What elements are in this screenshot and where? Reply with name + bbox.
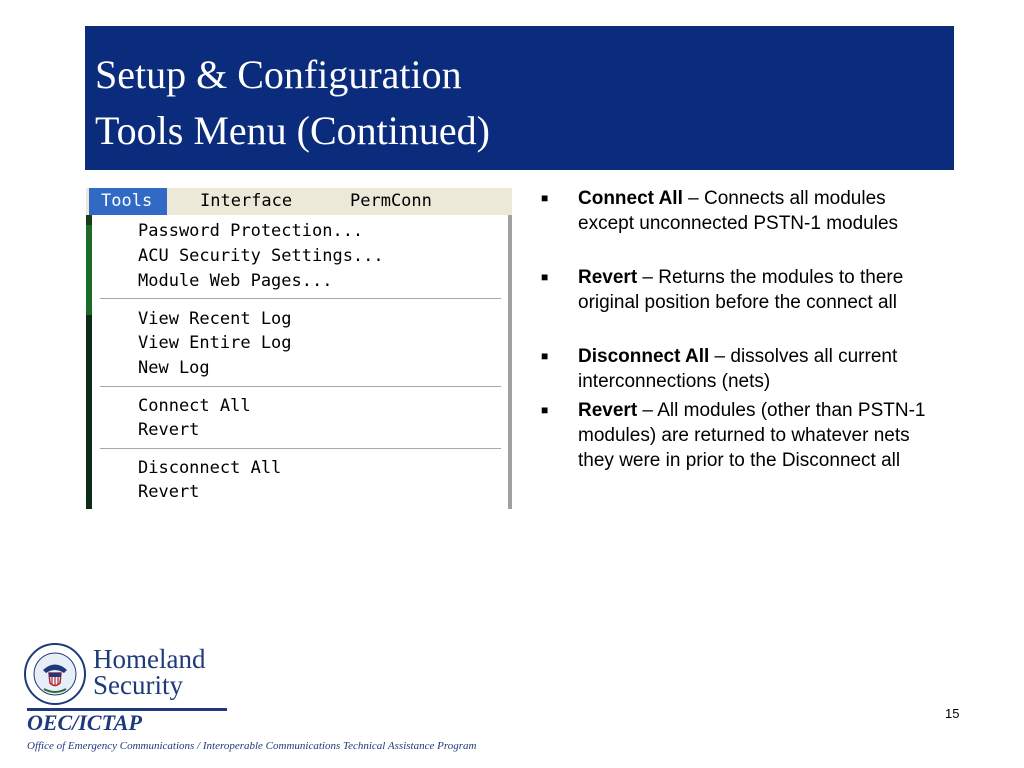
program-full-name: Office of Emergency Communications / Interoperable Communications Technical Assistance Program (27, 740, 477, 752)
menu-separator (100, 298, 501, 299)
menu-item-connect-all[interactable]: Connect All (138, 396, 251, 416)
menu-item-password-protection[interactable]: Password Protection... (138, 221, 364, 241)
menubar-permconn[interactable]: PermConn (350, 191, 432, 211)
bullet-square-icon: ■ (541, 191, 549, 205)
menu-item-disconnect-all[interactable]: Disconnect All (138, 458, 282, 478)
tools-menu-screenshot (86, 188, 512, 509)
bullet-term: Connect All (578, 188, 683, 209)
menu-item-view-recent-log[interactable]: View Recent Log (138, 309, 292, 329)
bullet-square-icon: ■ (541, 349, 549, 363)
bullet-square-icon: ■ (541, 403, 549, 417)
program-short-name: OEC/ICTAP (27, 710, 142, 735)
tools-dropdown-menu (92, 215, 509, 509)
bullet-description: – All modules (other than PSTN-1 modules) are returned to whatever nets they were in prior to the Disconnect all (578, 400, 926, 471)
menu-item-revert-disconnect[interactable]: Revert (138, 482, 200, 502)
bullet-term: Revert (578, 400, 638, 421)
menu-item-new-log[interactable]: New Log (138, 358, 210, 378)
title-banner (85, 26, 954, 170)
dhs-seal-icon (24, 643, 86, 705)
menu-shadow (508, 215, 512, 509)
bullet-description: – Connects all modules except unconnected PSTN-1 modules (578, 188, 899, 234)
menubar-interface[interactable]: Interface (200, 191, 293, 211)
bullet-term: Disconnect All (578, 346, 710, 367)
menu-item-view-entire-log[interactable]: View Entire Log (138, 333, 292, 353)
bullet-description: – dissolves all current interconnections (nets) (578, 346, 898, 392)
menu-item-module-web-pages[interactable]: Module Web Pages... (138, 271, 333, 291)
brand-line-1: Homeland (93, 644, 206, 674)
homeland-security-wordmark (93, 646, 205, 698)
menu-item-revert-connect[interactable]: Revert (138, 420, 200, 440)
menu-separator (100, 448, 501, 449)
page-number: 15 (945, 706, 960, 721)
brand-line-2: Security (93, 670, 183, 700)
slide-title-line-2: Tools Menu (Continued) (95, 108, 490, 153)
slide-title-line-1: Setup & Configuration (95, 52, 462, 97)
menu-item-acu-security-settings[interactable]: ACU Security Settings... (138, 246, 384, 266)
bullet-term: Revert (578, 267, 638, 288)
menubar-tools[interactable]: Tools (89, 188, 167, 215)
bullet-square-icon: ■ (541, 270, 549, 284)
menu-separator (100, 386, 501, 387)
menubar (86, 188, 512, 215)
bullet-description: – Returns the modules to there original position before the connect all (578, 267, 904, 313)
